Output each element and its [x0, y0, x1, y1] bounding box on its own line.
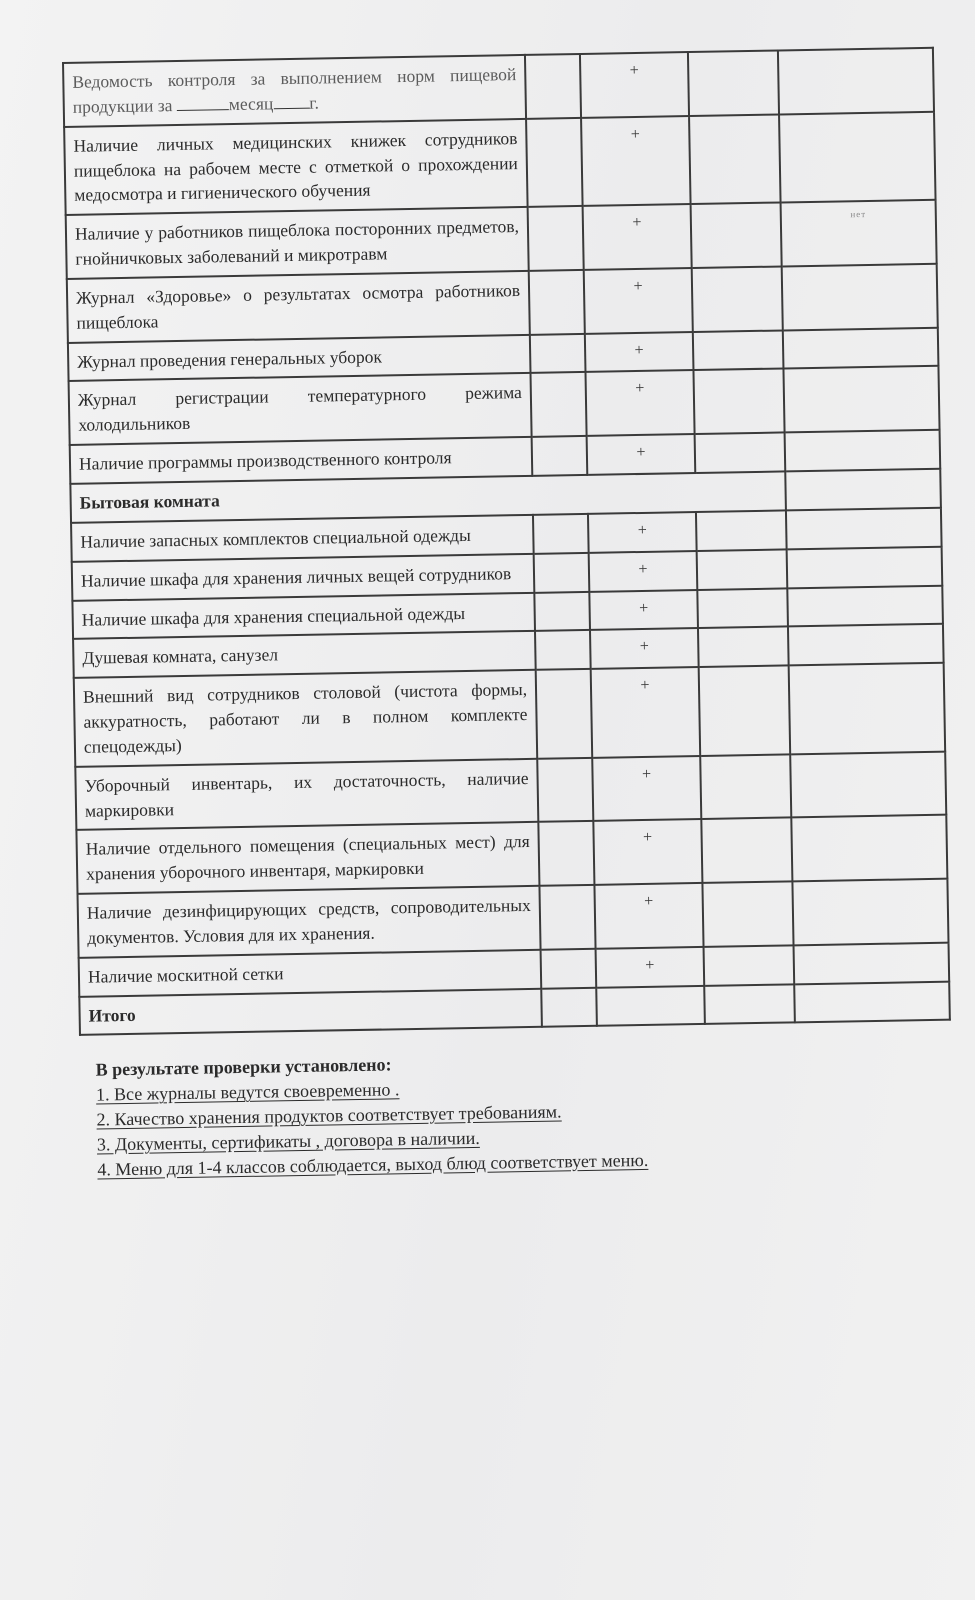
empty-cell — [538, 821, 594, 886]
empty-cell — [693, 330, 784, 370]
empty-cell — [530, 334, 586, 374]
check-mark: + — [587, 434, 696, 475]
empty-cell — [698, 627, 789, 667]
empty-cell — [541, 987, 597, 1027]
empty-cell — [785, 469, 941, 511]
note-cell — [794, 942, 950, 984]
note-cell — [787, 585, 943, 627]
check-mark: + — [591, 667, 701, 757]
row-description: Наличие личных медицинских книжек сотрудников пищеблока на рабочем месте с отметкой о прохождении медосмотра и гигиенического обучения — [64, 119, 527, 216]
note-cell: нет — [781, 200, 937, 266]
note-cell — [788, 624, 944, 666]
note-cell — [786, 508, 942, 550]
inspection-results — [95, 1043, 961, 1182]
row-description: Журнал регистрации температурного режима холодильников — [69, 373, 532, 445]
empty-cell — [541, 949, 597, 989]
empty-cell — [693, 369, 784, 434]
empty-cell — [688, 51, 779, 116]
empty-cell — [531, 372, 587, 437]
empty-cell — [794, 981, 950, 1023]
note-cell — [790, 751, 946, 817]
empty-cell — [697, 588, 788, 628]
empty-cell — [528, 206, 584, 271]
result-item: 2. Качество хранения продуктов соответствует требованиям. — [96, 1101, 562, 1130]
empty-cell — [695, 433, 786, 473]
section-title: Бытовая комната — [70, 471, 786, 522]
check-mark: + — [583, 204, 692, 270]
check-mark: + — [593, 819, 702, 885]
result-item: 1. Все журналы ведутся своевременно . — [95, 1079, 400, 1105]
results-title: В результате проверки установлено: — [95, 1054, 392, 1081]
empty-cell — [704, 984, 795, 1024]
row-description: Журнал «Здоровье» о результатах осмотра работников пищеблока — [67, 271, 530, 343]
note-cell — [782, 264, 938, 330]
row-description: Наличие дезинфицирующих средств, сопроводительных документов. Условия для их хранения. — [78, 886, 541, 958]
document-page — [62, 47, 961, 1183]
row-description: Ведомость контроля за выполнением норм пищевой продукции за месяц г. — [63, 55, 526, 127]
note-cell — [789, 663, 946, 754]
check-mark: + — [589, 551, 698, 592]
note-cell — [791, 815, 947, 881]
row-description: Душевая комната, санузел — [73, 631, 536, 678]
empty-cell — [533, 514, 589, 554]
note-cell — [779, 111, 936, 202]
empty-cell — [696, 510, 787, 550]
empty-cell — [701, 818, 792, 883]
empty-cell — [539, 885, 595, 950]
table-row — [64, 111, 935, 215]
empty-cell — [537, 758, 593, 823]
result-item: 3. Документы, сертификаты , договора в наличии. — [96, 1127, 480, 1155]
empty-cell — [692, 266, 783, 331]
table-row — [74, 663, 945, 767]
check-mark: + — [594, 883, 703, 949]
row-description: Наличие у работников пищеблока посторонних предметов, гнойничковых заболеваний и микротравм — [66, 207, 529, 279]
check-mark: + — [589, 589, 698, 630]
note-cell — [783, 327, 939, 369]
check-mark: + — [584, 268, 693, 334]
note-cell — [792, 879, 948, 945]
row-description: Наличие шкафа для хранения личных вещей сотрудников — [72, 553, 535, 600]
row-description: Журнал проведения генеральных уборок — [68, 334, 531, 381]
check-mark: + — [590, 628, 699, 669]
row-description: Наличие запасных комплектов специальной одежды — [71, 515, 534, 562]
note-cell — [785, 430, 941, 472]
total-label: Итого — [79, 988, 542, 1035]
row-description: Наличие москитной сетки — [79, 950, 542, 997]
row-description: Наличие программы производственного контроля — [70, 437, 533, 484]
empty-cell — [526, 118, 583, 207]
empty-cell — [704, 945, 795, 985]
check-mark: + — [596, 947, 705, 988]
check-mark: + — [580, 52, 689, 118]
note-cell — [787, 546, 943, 588]
empty-cell — [778, 48, 934, 114]
empty-cell — [534, 591, 590, 631]
empty-cell — [534, 553, 590, 593]
check-mark: + — [581, 116, 691, 206]
empty-cell — [532, 436, 588, 476]
empty-cell — [536, 669, 593, 758]
check-mark: + — [588, 512, 697, 553]
row-description: Наличие отдельного помещения (специальных мест) для хранения уборочного инвентаря, маркировки — [76, 822, 539, 894]
check-mark: + — [585, 332, 694, 373]
row-description: Наличие шкафа для хранения специальной одежды — [72, 592, 535, 639]
note-cell — [783, 366, 939, 432]
check-mark: + — [592, 756, 701, 822]
empty-cell — [529, 270, 585, 335]
empty-cell — [699, 666, 791, 756]
empty-cell — [535, 630, 591, 670]
result-item: 4. Меню для 1-4 классов соблюдается, выход блюд соответствует меню. — [97, 1149, 649, 1180]
row-description: Уборочный инвентарь, их достаточность, наличие маркировки — [75, 759, 538, 831]
blank-line — [273, 94, 309, 110]
blank-line — [177, 95, 229, 111]
check-mark: + — [585, 370, 694, 436]
empty-cell — [689, 114, 781, 204]
empty-cell — [702, 881, 793, 946]
empty-cell — [525, 54, 581, 119]
empty-cell — [691, 203, 782, 268]
empty-cell — [596, 986, 705, 1027]
empty-cell — [700, 754, 791, 819]
empty-cell — [697, 549, 788, 589]
row-description: Внешний вид сотрудников столовой (чистота формы, аккуратность, работают ли в полном комплекте спецодежды) — [74, 670, 537, 767]
inspection-table — [62, 47, 951, 1037]
